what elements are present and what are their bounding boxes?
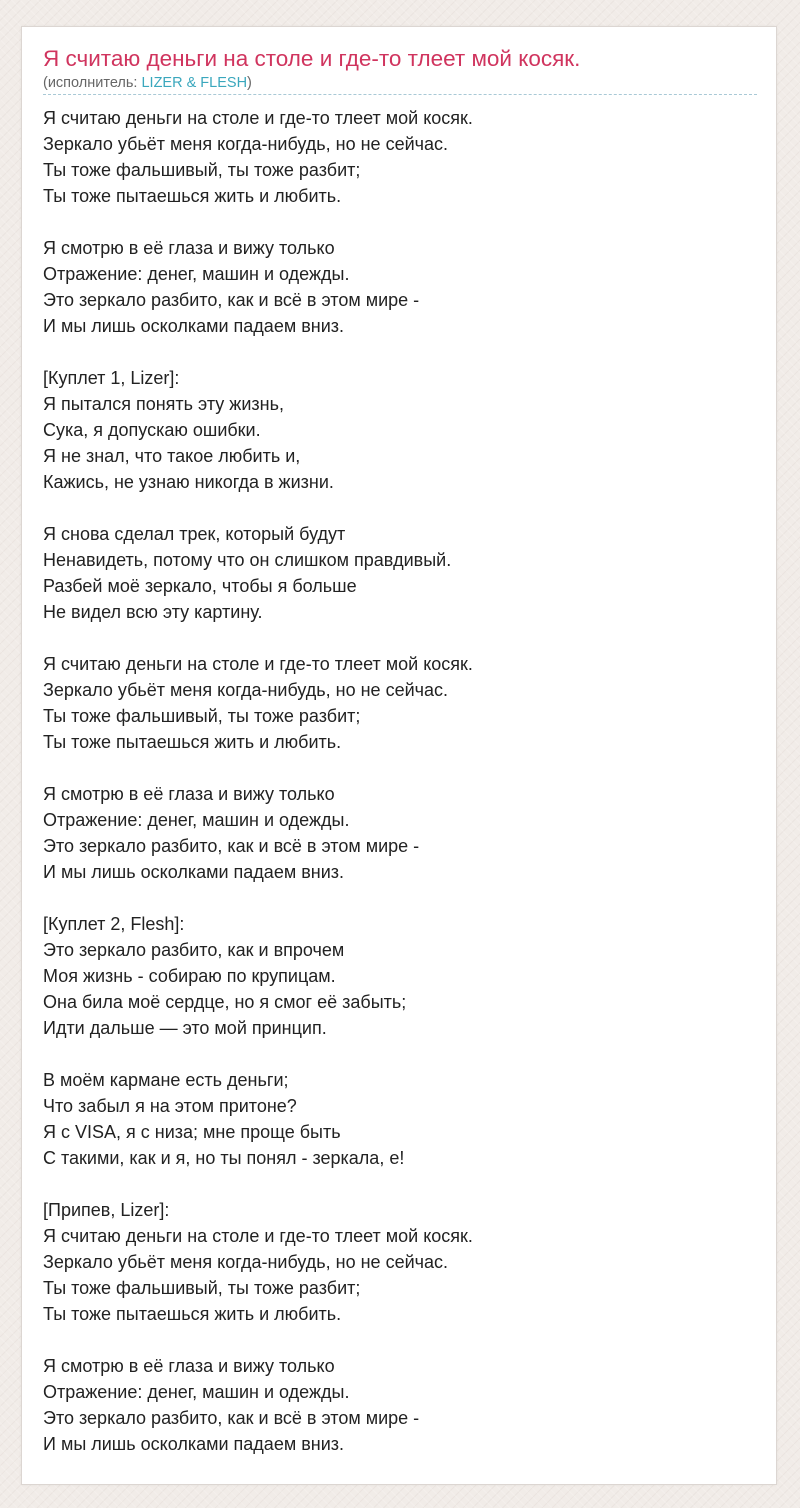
lyrics-line: Ты тоже фальшивый, ты тоже разбит; bbox=[43, 1278, 361, 1298]
lyrics-line: Это зеркало разбито, как и всё в этом мире - bbox=[43, 1408, 420, 1428]
lyrics-line: Идти дальше — это мой принцип. bbox=[43, 1018, 327, 1038]
lyrics-line: Ты тоже фальшивый, ты тоже разбит; bbox=[43, 706, 361, 726]
lyrics-line: [Куплет 2, Flesh]: bbox=[43, 914, 185, 934]
lyrics-stanza bbox=[43, 911, 757, 1041]
lyrics-line: Отражение: денег, машин и одежды. bbox=[43, 1382, 350, 1402]
lyrics-line: И мы лишь осколками падаем вниз. bbox=[43, 862, 345, 882]
lyrics-stanza bbox=[43, 1353, 757, 1457]
lyrics-stanza bbox=[43, 235, 757, 339]
artist-line bbox=[43, 74, 252, 92]
lyrics-line: Ты тоже пытаешься жить и любить. bbox=[43, 186, 342, 206]
lyrics-line: Я с VISA, я с низа; мне проще быть bbox=[43, 1122, 341, 1142]
lyrics-line: [Куплет 1, Lizer]: bbox=[43, 368, 180, 388]
lyrics-line: Моя жизнь - собираю по крупицам. bbox=[43, 966, 336, 986]
lyrics-line: Я смотрю в её глаза и вижу только bbox=[43, 1356, 335, 1376]
lyrics-line: Я снова сделал трек, который будут bbox=[43, 524, 346, 544]
lyrics-line: Я смотрю в её глаза и вижу только bbox=[43, 238, 335, 258]
lyrics-line: Кажись, не узнаю никогда в жизни. bbox=[43, 472, 334, 492]
lyrics-line: Ты тоже пытаешься жить и любить. bbox=[43, 1304, 342, 1324]
lyrics-card bbox=[21, 26, 777, 1485]
lyrics-line: Не видел всю эту картину. bbox=[43, 602, 263, 622]
lyrics-line: Зеркало убьёт меня когда-нибудь, но не сейчас. bbox=[43, 134, 449, 154]
lyrics-line: С такими, как и я, но ты понял - зеркала, е! bbox=[43, 1148, 405, 1168]
lyrics-line: Ты тоже фальшивый, ты тоже разбит; bbox=[43, 160, 361, 180]
lyrics-line: Отражение: денег, машин и одежды. bbox=[43, 810, 350, 830]
lyrics-line: Это зеркало разбито, как и впрочем bbox=[43, 940, 345, 960]
header-divider bbox=[43, 94, 757, 95]
lyrics-line: Я смотрю в её глаза и вижу только bbox=[43, 784, 335, 804]
lyrics-line: В моём кармане есть деньги; bbox=[43, 1070, 289, 1090]
artist-prefix: (исполнитель: bbox=[43, 75, 142, 91]
lyrics-line: Зеркало убьёт меня когда-нибудь, но не сейчас. bbox=[43, 680, 449, 700]
lyrics-line: Ненавидеть, потому что он слишком правдивый. bbox=[43, 550, 452, 570]
lyrics-stanza bbox=[43, 365, 757, 495]
lyrics-line: Это зеркало разбито, как и всё в этом мире - bbox=[43, 836, 420, 856]
lyrics-line: И мы лишь осколками падаем вниз. bbox=[43, 316, 345, 336]
lyrics-stanza bbox=[43, 781, 757, 885]
lyrics-line: Сука, я допускаю ошибки. bbox=[43, 420, 261, 440]
lyrics-stanza bbox=[43, 651, 757, 755]
artist-link[interactable]: LIZER & FLESH bbox=[141, 75, 248, 91]
lyrics-line: Я считаю деньги на столе и где-то тлеет мой косяк. bbox=[43, 1226, 473, 1246]
lyrics-body bbox=[43, 105, 757, 1457]
lyrics-line: Я считаю деньги на столе и где-то тлеет мой косяк. bbox=[43, 108, 473, 128]
lyrics-line: Ты тоже пытаешься жить и любить. bbox=[43, 732, 342, 752]
song-title: Я считаю деньги на столе и где-то тлеет мой косяк. bbox=[43, 46, 581, 71]
lyrics-stanza bbox=[43, 1067, 757, 1171]
lyrics-line: Отражение: денег, машин и одежды. bbox=[43, 264, 350, 284]
lyrics-line: Зеркало убьёт меня когда-нибудь, но не сейчас. bbox=[43, 1252, 449, 1272]
lyrics-line: И мы лишь осколками падаем вниз. bbox=[43, 1434, 345, 1454]
lyrics-line: Разбей моё зеркало, чтобы я больше bbox=[43, 576, 357, 596]
lyrics-stanza bbox=[43, 521, 757, 625]
lyrics-line: Я пытался понять эту жизнь, bbox=[43, 394, 284, 414]
lyrics-line: Она била моё сердце, но я смог её забыть; bbox=[43, 992, 407, 1012]
lyrics-line: Я считаю деньги на столе и где-то тлеет мой косяк. bbox=[43, 654, 473, 674]
lyrics-line: Я не знал, что такое любить и, bbox=[43, 446, 301, 466]
lyrics-line: Это зеркало разбито, как и всё в этом мире - bbox=[43, 290, 420, 310]
lyrics-line: Что забыл я на этом притоне? bbox=[43, 1096, 297, 1116]
lyrics-stanza bbox=[43, 105, 757, 209]
lyrics-stanza bbox=[43, 1197, 757, 1327]
lyrics-line: [Припев, Lizer]: bbox=[43, 1200, 170, 1220]
artist-suffix: ) bbox=[247, 75, 252, 91]
